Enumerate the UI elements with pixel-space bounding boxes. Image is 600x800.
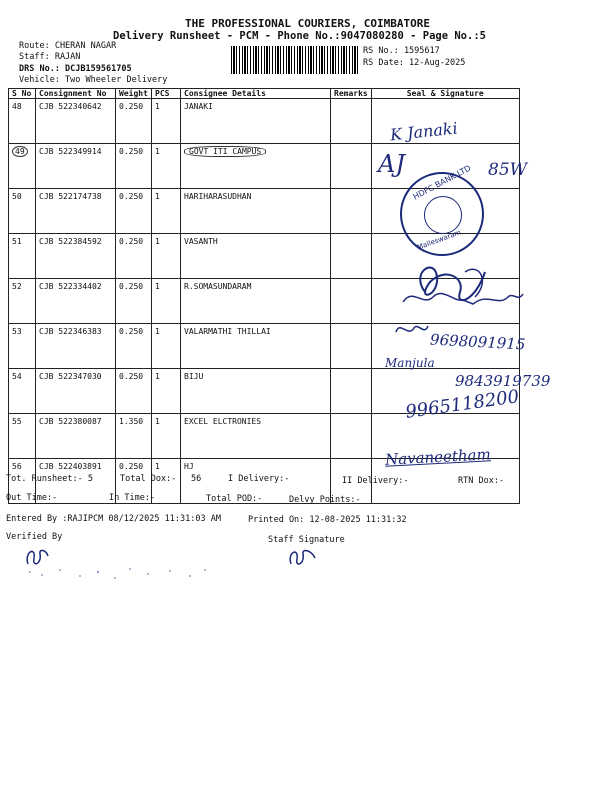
cell-weight: 0.250 bbox=[116, 279, 152, 324]
i-delivery: I Delivery:- bbox=[228, 474, 290, 484]
cell-consignee: EXCEL ELCTRONIES bbox=[181, 414, 331, 459]
cell-remarks bbox=[331, 189, 372, 234]
cell-pcs: 1 bbox=[152, 459, 181, 504]
out-time: Out Time:- bbox=[6, 493, 58, 503]
handwritten-phone: 9965118200 bbox=[404, 386, 521, 423]
col-pcs: PCS bbox=[152, 89, 181, 99]
handwritten-name: Manjula bbox=[385, 356, 435, 370]
cell-remarks bbox=[331, 279, 372, 324]
signature-scribble bbox=[398, 282, 528, 312]
total-pod: Total POD:- bbox=[206, 494, 263, 504]
cell-sno: 53 bbox=[9, 324, 36, 369]
cell-weight: 0.250 bbox=[116, 369, 152, 414]
printed-on: Printed On: 12-08-2025 11:31:32 bbox=[248, 515, 407, 525]
cell-pcs: 1 bbox=[152, 99, 181, 144]
rs-number: RS No.: 1595617 bbox=[363, 46, 440, 56]
cell-sno: 55 bbox=[9, 414, 36, 459]
cell-sno: 52 bbox=[9, 279, 36, 324]
cell-weight: 0.250 bbox=[116, 324, 152, 369]
consignee-name: GOVT ITI CAMPUS bbox=[184, 146, 266, 157]
handwritten-signature: K Janaki bbox=[389, 118, 459, 145]
handwritten-phone: 9843919739 bbox=[455, 372, 551, 390]
cell-weight: 0.250 bbox=[116, 459, 152, 504]
cell-remarks bbox=[331, 234, 372, 279]
cell-remarks bbox=[331, 144, 372, 189]
cell-pcs: 1 bbox=[152, 234, 181, 279]
stamp-text-top: HDFC BANK LTD bbox=[411, 163, 473, 202]
col-remarks: Remarks bbox=[331, 89, 372, 99]
cell-pcs: 1 bbox=[152, 279, 181, 324]
handwritten-phone: 9698091915 bbox=[429, 330, 526, 354]
handwritten-signature: Navaneetham bbox=[384, 445, 492, 469]
cell-consignee: VASANTH bbox=[181, 234, 331, 279]
runsheet-subtitle: Delivery Runsheet - PCM - Phone No.:9047080280 - Page No.:5 bbox=[113, 30, 486, 42]
handwritten-signature: AJ bbox=[378, 150, 405, 178]
cell-remarks bbox=[331, 414, 372, 459]
handwritten-signature: 85W bbox=[488, 160, 528, 180]
staff-label: Staff: RAJAN bbox=[19, 52, 81, 62]
cell-weight: 0.250 bbox=[116, 99, 152, 144]
cell-sno: 54 bbox=[9, 369, 36, 414]
cell-weight: 0.250 bbox=[116, 234, 152, 279]
staff-signature bbox=[285, 544, 321, 570]
in-time: In Time:- bbox=[109, 493, 156, 503]
cell-consignee: HJ bbox=[181, 459, 331, 504]
seal-stamp bbox=[400, 163, 484, 256]
delvy-points: Delvy Points:- bbox=[289, 495, 361, 505]
col-consignment: Consignment No bbox=[36, 89, 116, 99]
cell-sno: 51 bbox=[9, 234, 36, 279]
cell-consignee: HARIHARASUDHAN bbox=[181, 189, 331, 234]
cell-sno: 48 bbox=[9, 99, 36, 144]
cell-pcs: 1 bbox=[152, 324, 181, 369]
col-sno: S No bbox=[9, 89, 36, 99]
company-title: THE PROFESSIONAL COURIERS, COIMBATORE bbox=[185, 17, 431, 30]
col-weight: Weight bbox=[116, 89, 152, 99]
cell-consignment: CJB 522349914 bbox=[36, 144, 116, 189]
cell-consignment: CJB 522403891 bbox=[36, 459, 116, 504]
route-label: Route: CHERAN NAGAR bbox=[19, 41, 117, 51]
circled-sno: 49 bbox=[12, 146, 28, 157]
cell-consignment: CJB 522384592 bbox=[36, 234, 116, 279]
cell-consignee: JANAKI bbox=[181, 99, 331, 144]
col-seal-signature: Seal & Signature bbox=[371, 89, 519, 99]
cell-sno: 50 bbox=[9, 189, 36, 234]
cell-consignee: R.SOMASUNDARAM bbox=[181, 279, 331, 324]
total-dox-label: Total Dox:- bbox=[120, 474, 177, 484]
faded-stamp-marks bbox=[20, 560, 220, 590]
cell-consignment: CJB 522174738 bbox=[36, 189, 116, 234]
cell-weight: 1.350 bbox=[116, 414, 152, 459]
cell-consignee: BIJU bbox=[181, 369, 331, 414]
cell-consignee bbox=[181, 144, 331, 189]
cell-remarks bbox=[331, 369, 372, 414]
cell-weight: 0.250 bbox=[116, 144, 152, 189]
cell-sno: 56 bbox=[9, 459, 36, 504]
vehicle-label: Vehicle: Two Wheeler Delivery bbox=[19, 75, 168, 85]
stamp-text-bottom: Malleswaram bbox=[416, 228, 463, 252]
total-dox-value: 56 bbox=[191, 474, 202, 484]
tot-runsheet: Tot. Runsheet:- 5 bbox=[6, 474, 93, 484]
signature-scribble bbox=[392, 318, 432, 342]
cell-consignment: CJB 522334402 bbox=[36, 279, 116, 324]
col-consignee: Consignee Details bbox=[181, 89, 331, 99]
verified-by: Verified By bbox=[6, 532, 63, 542]
table-header-row bbox=[9, 89, 520, 99]
ii-delivery: II Delivery:- bbox=[342, 476, 409, 486]
cell-sno bbox=[9, 144, 36, 189]
cell-remarks bbox=[331, 324, 372, 369]
cell-pcs: 1 bbox=[152, 414, 181, 459]
staff-signature-label: Staff Signature bbox=[268, 535, 345, 545]
cell-remarks bbox=[331, 99, 372, 144]
rtn-dox: RTN Dox:- bbox=[458, 476, 505, 486]
cell-pcs: 1 bbox=[152, 189, 181, 234]
cell-pcs: 1 bbox=[152, 369, 181, 414]
rs-date: RS Date: 12-Aug-2025 bbox=[363, 58, 466, 68]
cell-weight: 0.250 bbox=[116, 189, 152, 234]
barcode bbox=[231, 46, 359, 74]
cell-consignee: VALARMATHI THILLAI bbox=[181, 324, 331, 369]
drs-number: DRS No.: DCJB159561705 bbox=[19, 64, 132, 74]
cell-consignment: CJB 522346383 bbox=[36, 324, 116, 369]
entered-by: Entered By :RAJIPCM 08/12/2025 11:31:03 AM bbox=[6, 514, 221, 524]
cell-pcs: 1 bbox=[152, 144, 181, 189]
cell-consignment: CJB 522380087 bbox=[36, 414, 116, 459]
cell-consignment: CJB 522340642 bbox=[36, 99, 116, 144]
cell-consignment: CJB 522347030 bbox=[36, 369, 116, 414]
